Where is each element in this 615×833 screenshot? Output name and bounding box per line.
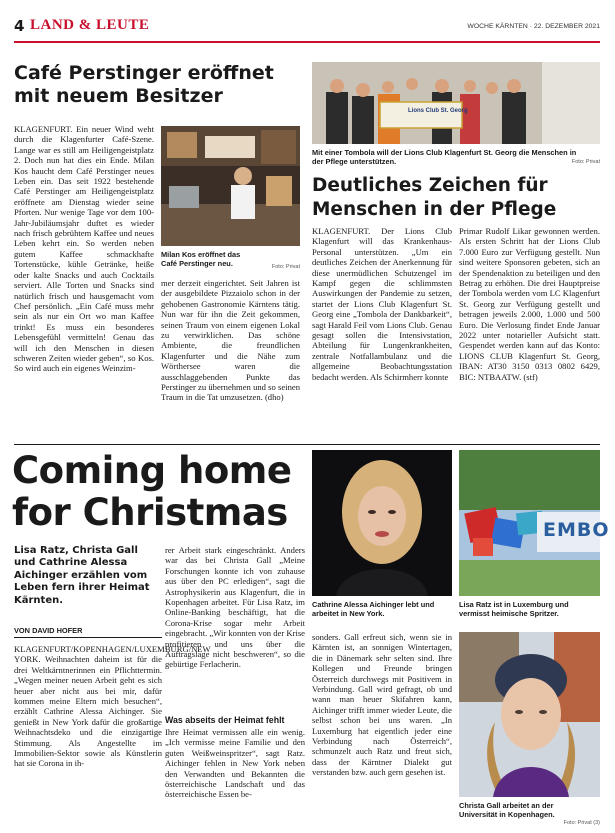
cafe-headline-line2: mit neuem Besitzer: [14, 85, 223, 107]
cafe-headline: [14, 62, 304, 108]
header-rule: [14, 41, 600, 43]
issue-line: WOCHE KÄRNTEN · 22. DEZEMBER 2021: [467, 23, 600, 30]
ratz-photo: [459, 450, 610, 596]
aichinger-caption: Cathrine Alessa Aichinger lebt und arbeitet in New York.: [312, 600, 435, 618]
section-divider: [14, 444, 600, 445]
home-body-col1: KLAGENFURT/KOPENHAGEN/LUXEMBURG/NEW YORK. Weihnachten daheim ist für die drei Weltkärntnerinnen ein Pflichttermin. „Wegen meiner neuen Arbeit geht es sich heuer aber nicht aus bei mir, dafür kommen meine Eltern mich besuchen“, erzählt Cathrine Alessa Aichinger. Sie genießt in New York dafür die großartige Weihnachtsdeko und die einzigartige Stimmung. Als Angestellte im Immobilien-Sektor sowie als Künstlerin hat sie Corona in ih-: [14, 644, 211, 769]
home-headline-line1: Coming home: [12, 449, 292, 492]
byline: VON DAVID HOFER: [14, 626, 83, 635]
aichinger-portrait: [312, 450, 452, 596]
lions-photo-illustration: [312, 62, 600, 144]
cheque-text: Lions Club St. Georg: [408, 108, 468, 114]
section-title: LAND & LEUTE: [30, 17, 150, 33]
lions-headline-line2: Menschen in der Pflege: [312, 199, 557, 220]
ratz-caption: Lisa Ratz ist in Luxemburg und vermisst heimische Spritzer.: [459, 600, 569, 618]
home-body-col3: sonders. Gall erfreut sich, wenn sie in Kärnten ist, an sonnigen Wintertagen, die in Dänemark sehr selten sind. Ihre Kollegen und Freunde bringen Österreich durchwegs mit Positivem in Verbindung. Gall wird gefragt, ob und wann man heuer Skifahren kann, Aichinger trifft immer wieder Leute, die selbst schon bei uns waren. „In Luxemburg hat eigentlich jeder eine Verbindung nach Österreich“, schmunzelt auch Ratz und freut sich, dass der Kärntner Dialekt gut verstanden bzw. auch gern gesehen ist.: [312, 632, 452, 778]
gall-photo: [459, 632, 600, 797]
cafe-photo: [161, 126, 300, 246]
page-number: 4: [14, 17, 25, 35]
cafe-photo-illustration: [161, 126, 300, 246]
home-photo-credit: Foto: Privat (3): [563, 820, 600, 826]
cafe-photo-credit: Foto: Privat: [271, 264, 300, 270]
byline-rule: [14, 637, 162, 638]
home-body-col2a: rer Arbeit stark eingeschränkt. Anders war das bei Christa Gall „Meine Forschungen konnte ich von zuhause aus über den PC erledigen“, sagt die Astrophysikerin aus Klagenfurt, die in Kopenhagen arbeitet. Für Lisa Ratz, im Online-Banking beschäftigt, hat die Corona-Krise sogar mehr Arbeit eingebracht. „Wir konnten von der Krise profitieren und uns über die Auftragslage nicht beschweren“, so die gebürtige Ferlacherin.: [165, 545, 305, 670]
lions-headline-line1: Deutliches Zeichen für: [312, 175, 548, 196]
lions-body-col2: Primar Rudolf Likar gewonnen werden. Als ersten Schritt hat der Lions Club 7.000 Euro zur Verfügung gestellt. Nun sind weitere Sponsoren gebeten, sich an der Spendenaktion zu beteiligen und den Betrag zu erhöhen. Die drei Hauptpreise der Tombola werden vom LC Klagenfurt St. Georg zur Verfügung gestellt und betragen jeweils 2.000, 1.000 und 500 Euro. Die Verlosung findet Ende Januar 2022 unter notarieller Aufsicht statt. Gespendet werden kann auf das Konto: LIONS CLUB Klagenfurt St. Georg, IBAN: AT30 3150 0313 0802 6429, BIC: NTBAATW. (stf): [459, 226, 600, 382]
sign-letters: EMBO: [543, 519, 610, 541]
cafe-body-col1: KLAGENFURT. Ein neuer Wind weht durch die Klagenfurter Café-Szene. Lange war es still am Heiligengeistplatz 2. Doch nun hat dies ein Ende. Milan Kos haucht dem Café Perstinger neues Leben ein. Das seit 1922 bestehende Café Perstinger am Heiligengeistplatz eröffnete am Dienstag wieder seine Pforten. Nur wenige Tage vor dem 100-Jahr-Jubiläumsjahr duftet es wieder nach frisch gebrühtem Kaffee und neues Leben kehrt ein. So werden neben gutem Kaffee schmackhafte Tortenstücke, kühle Getränke, heiße oder kalte Snacks und auch Cocktails serviert. Alle Torten und Snacks sind natürlich frisch und hausgemacht vom Chef persönlich. „Ein Café muss mehr sein als nur ein Ort wo man Kaffee trinkt! Es muss ein besonderes Lebensgefühl vermitteln! Genau das will ich den Menschen in diesen schweren Zeiten wieder geben“, so Kos. So wird auch ein eigenes Weinzim-: [14, 124, 154, 374]
home-headline-line2: for Christmas: [12, 491, 288, 534]
home-headline: [12, 450, 304, 534]
cafe-headline-line1: Café Perstinger eröffnet: [14, 62, 274, 84]
lions-photo: [312, 62, 600, 144]
home-body-col2b: Ihre Heimat vermissen alle ein wenig. „Ich vermisse meine Familie und den guten Weißweinspritzer“, sagt Ratz. Aichinger fehlen in New York neben den Verwandten und Bekannten die österreichische Landschaft und das österreichische Essen be-: [165, 727, 305, 800]
aichinger-photo: [312, 450, 452, 596]
home-subhead: Lisa Ratz, Christa Gall und Cathrine Alessa Aichinger erzählen vom Leben fern ihrer Heimat Kärnten.: [14, 545, 150, 606]
home-subheading: Was abseits der Heimat fehlt: [165, 715, 285, 725]
lions-headline: [312, 174, 602, 222]
cafe-photo-caption: Milan Kos eröffnet das Café Perstinger neu.: [161, 250, 241, 268]
lions-photo-credit: Foto: Privat: [571, 159, 600, 165]
gall-caption: Christa Gall arbeitet an der Universität in Kopenhagen.: [459, 801, 555, 819]
page-header: [14, 14, 602, 38]
gall-portrait: [459, 632, 600, 797]
cafe-body-col2: mer derzeit eingerichtet. Seit Jahren ist der ausgebildete Pizzaiolo schon in der gehobenen Gastronomie Kärntens tätig. Nun war für ihn die Zeit gekommen, seinen Traum von einem eigenen Lokal zu verwirklichen. Das schöne Ambiente, die freundlichen Klagenfurter und die Nähe zum Wörthersee waren die ausschlaggebenden Punkte das Perstinger zu übernehmen und so seinen Traum in die Tat umzusetzen. (dho): [161, 278, 300, 403]
lions-body-col1: KLAGENFURT. Der Lions Club Klagenfurt will das Krankenhaus-Personal unterstützen. „Um ein deutliches Zeichen der Anerkennung für diese unermüdlichen Schutzengel im Kampf gegen die schlimmsten Auswirkungen der Pandemie zu setzen, startet der Lions Club Klagenfurt St. Georg eine „Tombola der Dankbarkeit“, sagt Harald Feil vom Lions Club. Genau gesagt sollen die Intensivstation, Abteilung für Lungenkrankheiten, zentrale Notfallambulanz und die allgemeine Beobachtungsstation bedacht werden. Als Schirmherr konnte: [312, 226, 452, 382]
lions-photo-caption: Mit einer Tombola will der Lions Club Klagenfurt St. Georg die Menschen in der Pflege unterstützen.: [312, 148, 577, 166]
